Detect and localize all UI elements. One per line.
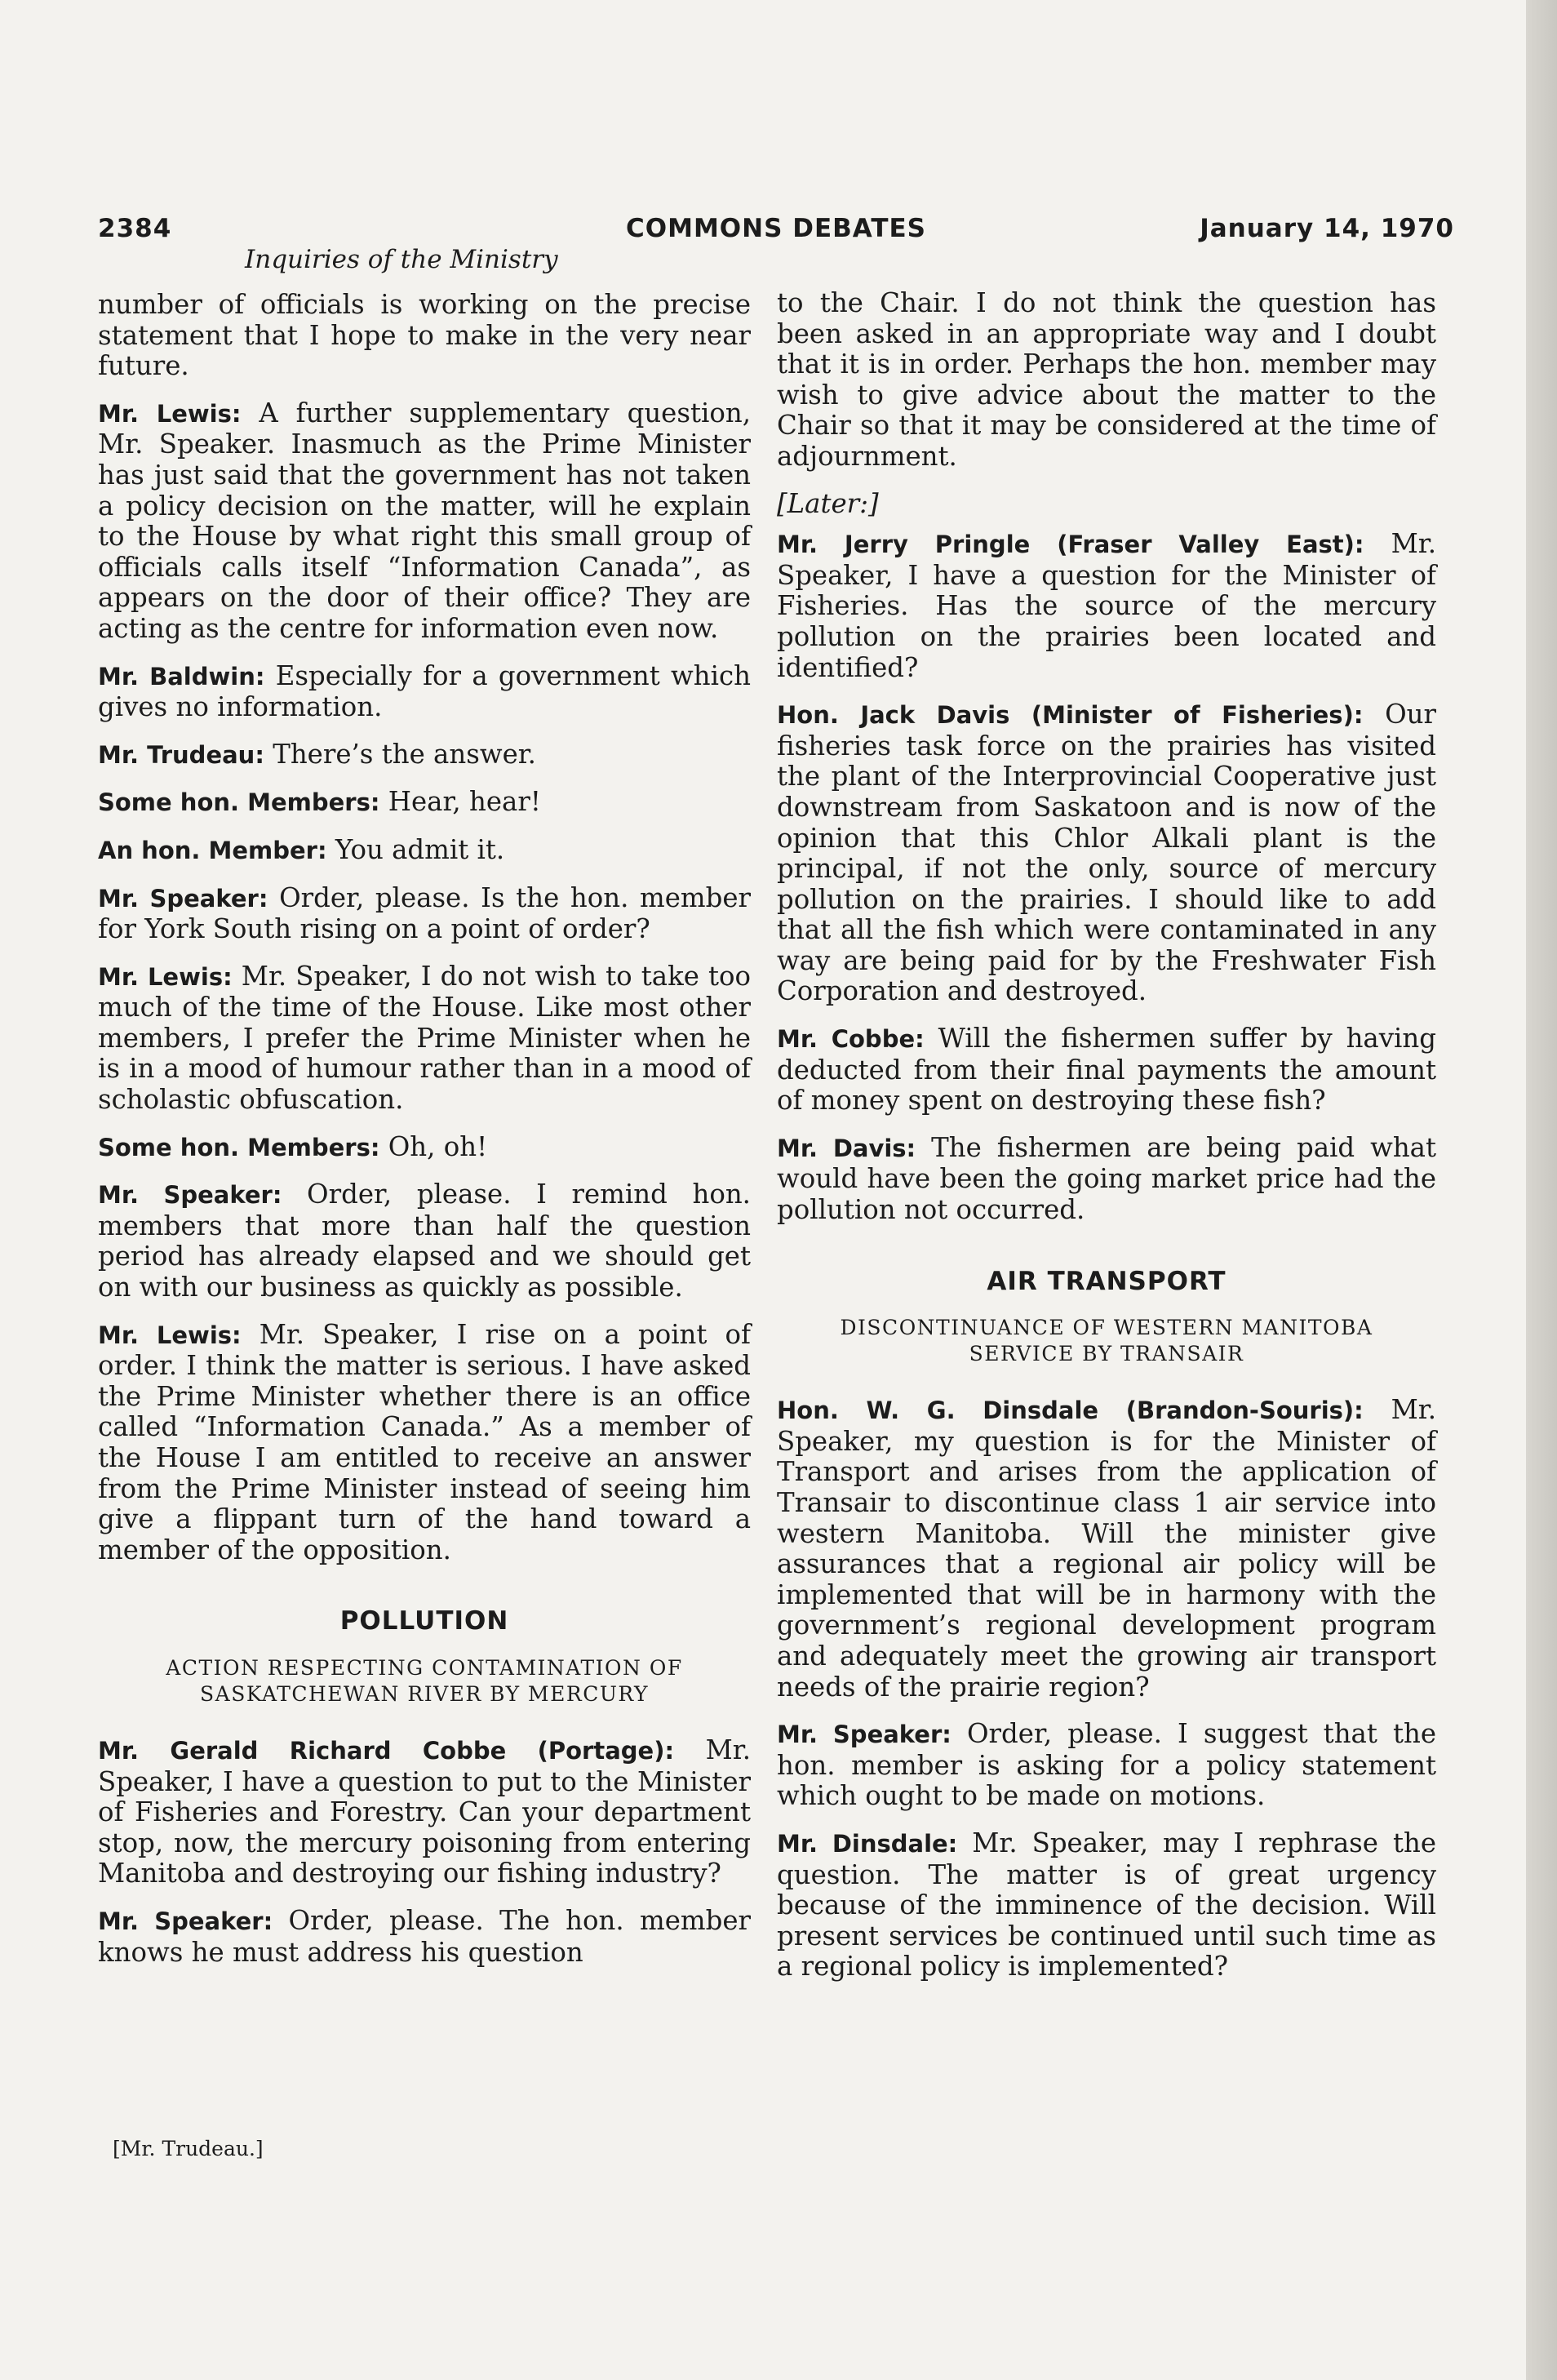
speaker-name: Mr. Lewis:: [98, 962, 233, 991]
paragraph-text: Mr. Speaker, I do not wish to take too much of the time of the House. Like most other members, I prefer the Prime Minister when he is in a mood of humour rather than in a mood of scholastic obfuscation.: [98, 960, 752, 1116]
section-running-head: Inquiries of the Ministry: [245, 245, 558, 274]
paragraph-text: to the Chair. I do not think the question has been asked in an appropriate way and I doubt that it is in order. Perhaps the hon. member may wish to give advice about the matter to the Chair so that it may be considered at the time of adjournment.: [777, 287, 1436, 472]
paragraph-text: The fishermen are being paid what would have been the going market price had the pollution not occurred.: [777, 1131, 1437, 1226]
paragraph: [98, 1735, 751, 1889]
later-marker: [Later:]: [777, 487, 879, 519]
paragraph-text: Mr. Speaker, I rise on a point of order. I think the matter is serious. I have asked the Prime Minister whether there is an office called “Information Canada.” As a member of the House I am entitled to receive an answer from the Prime Minister instead of seeing him give a flippant turn of the hand toward a member of the opposition.: [98, 1318, 751, 1565]
paragraph: [777, 1395, 1436, 1703]
page-edge-shadow: [1526, 0, 1557, 2380]
paragraph: [98, 835, 751, 867]
speaker-name: Mr. Speaker:: [777, 1721, 952, 1749]
paragraph: [777, 529, 1436, 683]
speaker-name: Mr. Baldwin:: [98, 662, 265, 690]
speaker-name: An hon. Member:: [98, 836, 327, 864]
speaker-name: Hon. W. G. Dinsdale (Brandon-Souris):: [777, 1396, 1364, 1425]
speaker-name: Mr. Speaker:: [98, 1907, 273, 1935]
paragraph: [98, 883, 751, 945]
paragraph-text: Mr. Speaker, I have a question for the Minister of Fisheries. Has the source of the mercury pollution on the prairies been located and identified?: [777, 528, 1437, 683]
paragraph-text: Mr. Speaker, may I rephrase the question. The matter is of great urgency because of the imminence of the decision. Will present services be continued until such time as a regional policy is implemented?: [777, 1827, 1436, 1983]
section-heading-pollution: POLLUTION: [339, 1606, 509, 1636]
subheading-line: SERVICE BY TRANSAIR: [969, 1342, 1244, 1366]
speaker-name: Some hon. Members:: [98, 788, 380, 817]
paragraph-text: Mr. Speaker, my question is for the Minister of Transport and arises from the application of Transair to discontinue class 1 air service into western Manitoba. Will the minister give assurances that a regional air policy will be implemented that will be in harmony with the government’s regional development program and adequately meet the growing air transport needs of the prairie region?: [777, 1394, 1437, 1703]
section-heading-air-transport: AIR TRANSPORT: [987, 1266, 1227, 1296]
publication-title: COMMONS DEBATES: [626, 214, 926, 243]
paragraph: [98, 1132, 751, 1164]
paragraph: [98, 739, 751, 771]
paragraph-text: Order, please. Is the hon. member for York South rising on a point of order?: [98, 881, 751, 945]
paragraph: [98, 290, 751, 382]
paragraph: [777, 1023, 1436, 1117]
speaker-name: Some hon. Members:: [98, 1133, 380, 1161]
speaker-name: Mr. Speaker:: [98, 1181, 282, 1210]
paragraph: [98, 787, 751, 819]
speaker-name: Mr. Dinsdale:: [777, 1829, 958, 1858]
paragraph-text: Order, please. The hon. member knows he must address his question: [98, 1904, 751, 1968]
paragraph-text: Order, please. I remind hon. members that more than half the question period has already elapsed and we should get on with our business as quickly as possible.: [98, 1179, 751, 1303]
paragraph: [777, 1719, 1436, 1812]
speaker-name: Mr. Gerald Richard Cobbe (Portage):: [98, 1736, 675, 1765]
speaker-name: Mr. Jerry Pringle (Fraser Valley East):: [777, 531, 1364, 559]
left-column: [98, 290, 751, 1984]
speaker-name: Mr. Lewis:: [98, 399, 242, 428]
paragraph: [98, 961, 751, 1116]
section-subheading-air-transport: [777, 1315, 1436, 1367]
paragraph-text: Especially for a government which gives no information.: [98, 659, 751, 723]
paragraph-text: Oh, oh!: [388, 1130, 488, 1162]
subheading-line: SASKATCHEWAN RIVER BY MERCURY: [200, 1681, 649, 1706]
page-footnote: [Mr. Trudeau.]: [113, 2137, 264, 2160]
paragraph-text: Our fisheries task force on the prairies has visited the plant of the Interprovincial Cooperative just downstream from Saskatoon and is now of the opinion that this Chlor Alkali plant is the principal, if not the only, source of mercury pollution on the prairies. I should like to add that all the fish which were contaminated in any way are being paid for by the Freshwater Fish Corporation and destroyed.: [777, 699, 1436, 1007]
paragraph: [777, 699, 1436, 1007]
speaker-name: Mr. Trudeau:: [98, 740, 264, 769]
paragraph: [777, 1133, 1436, 1226]
paragraph-text: Hear, hear!: [388, 786, 541, 818]
paragraph: [98, 1179, 751, 1303]
page-number: 2384: [98, 214, 172, 243]
speaker-name: Mr. Speaker:: [98, 884, 268, 912]
subheading-line: ACTION RESPECTING CONTAMINATION OF: [166, 1655, 683, 1680]
speaker-name: Mr. Lewis:: [98, 1321, 242, 1349]
paragraph-text: You admit it.: [335, 833, 505, 865]
section-subheading-pollution: [98, 1655, 751, 1707]
speaker-name: Hon. Jack Davis (Minister of Fisheries):: [777, 701, 1364, 730]
publication-date: January 14, 1970: [1200, 214, 1454, 243]
speaker-name: Mr. Davis:: [777, 1134, 916, 1162]
paragraph-text: Mr. Speaker, I have a question to put to the Minister of Fisheries and Forestry. Can your department stop, now, the mercury poisoning from entering Manitoba and destroying our fishing industry?: [98, 1734, 752, 1889]
subheading-line: DISCONTINUANCE OF WESTERN MANITOBA: [840, 1316, 1373, 1340]
paragraph: [777, 288, 1436, 473]
paragraph-text: There’s the answer.: [273, 738, 536, 770]
paragraph-text: Will the fishermen suffer by having deducted from their final payments the amount of money spent on destroying these fish?: [777, 1023, 1436, 1117]
paragraph-text: Order, please. I suggest that the hon. member is asking for a policy statement which ought to be made on motions.: [777, 1718, 1437, 1812]
paragraph: [98, 1906, 751, 1968]
right-column: [777, 288, 1436, 1999]
paragraph-text: A further supplementary question, Mr. Speaker. Inasmuch as the Prime Minister has just said that the government has not taken a policy decision on the matter, will he explain to the House by what right this small group of officials calls itself “Information Canada”, as appears on the door of their office? They are acting as the centre for information even now.: [98, 397, 751, 644]
paragraph: [777, 1828, 1436, 1983]
paragraph: [98, 398, 751, 645]
paragraph-text: number of officials is working on the precise statement that I hope to make in the very near future.: [98, 289, 751, 382]
speaker-name: Mr. Cobbe:: [777, 1025, 925, 1054]
paragraph: [98, 1320, 751, 1566]
paragraph: [98, 661, 751, 723]
